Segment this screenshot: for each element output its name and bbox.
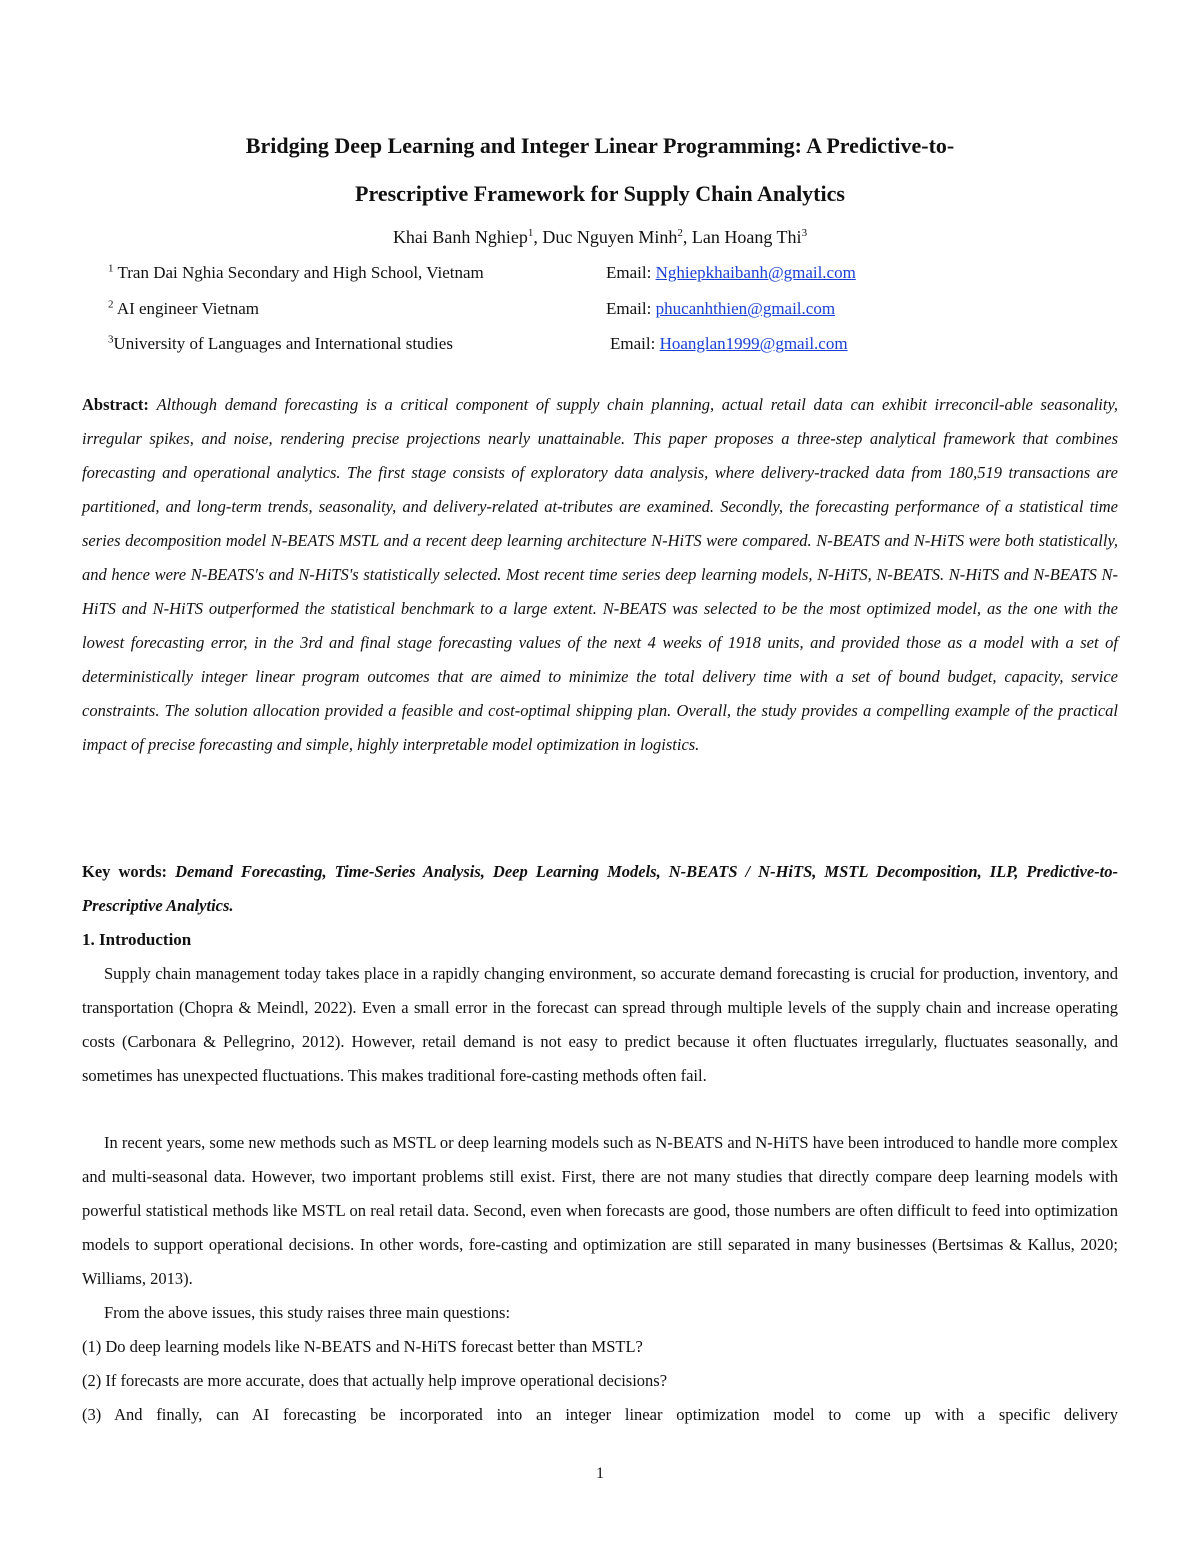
author-separator: , — [533, 227, 543, 247]
email-label: Email: — [606, 263, 656, 282]
email-link[interactable]: phucanhthien@gmail.com — [655, 299, 836, 318]
affiliation-mark: 3 — [108, 333, 114, 346]
affiliation-email — [606, 259, 856, 287]
affiliation-mark: 2 — [108, 298, 114, 311]
email-link[interactable]: Nghiepkhaibanh@gmail.com — [655, 263, 856, 282]
author-list — [100, 222, 1100, 252]
page-number: 1 — [596, 1465, 604, 1482]
affiliation-3 — [108, 330, 1008, 358]
keywords-text: Demand Forecasting, Time-Series Analysis, Deep Learning Models, N-BEATS / N-HiTS, MSTL Decomposition, ILP, Predictive-to-Prescriptive Analytics. — [82, 862, 1118, 915]
affiliation-name — [108, 330, 453, 358]
email-link[interactable]: Hoanglan1999@gmail.com — [659, 334, 848, 353]
abstract-label: Abstract: — [82, 395, 149, 414]
affiliation-1 — [108, 259, 1008, 287]
author-name: Lan Hoang Thi — [691, 227, 802, 247]
affiliation-text: Tran Dai Nghia Secondary and High School, Vietnam — [117, 263, 484, 282]
author-separator: , — [682, 227, 692, 247]
abstract — [82, 388, 1118, 762]
affiliation-text: AI engineer Vietnam — [116, 299, 259, 318]
keywords — [82, 855, 1118, 923]
intro-paragraph-1: Supply chain management today takes place in a rapidly changing environment, so accurate demand forecasting is crucial for production, inventory, and transportation (Chopra & Meindl, 2022). Even a small error in the forecast can spread through multiple levels of the supply chain and increase operating costs (Carbonara & Pellegrino, 2012). However, retail demand is not easy to predict because it often fluctuates irregularly, fluctuates seasonally, and sometimes has unexpected fluctuations. This makes traditional fore-casting methods often fail. — [82, 964, 1118, 1085]
author-affiliation-mark: 1 — [527, 227, 534, 239]
affiliation-name — [108, 259, 484, 287]
research-question-1: (1) Do deep learning models like N-BEATS and N-HiTS forecast better than MSTL? — [82, 1337, 643, 1356]
keywords-label: Key words: — [82, 862, 168, 881]
affiliation-email — [606, 295, 835, 323]
author-name: Khai Banh Nghiep — [392, 227, 528, 247]
author-name: Duc Nguyen Minh — [542, 227, 678, 247]
affiliation-2 — [108, 295, 1008, 323]
intro-paragraph-3: From the above issues, this study raises three main questions: — [104, 1303, 511, 1322]
author-affiliation-mark: 3 — [801, 227, 808, 239]
affiliation-text: University of Languages and International studies — [113, 334, 453, 353]
abstract-text: Although demand forecasting is a critical component of supply chain planning, actual retail data can exhibit irreconcil-able seasonality, irregular spikes, and noise, rendering precise projections nearly unattainable. This paper proposes a three-step analytical framework that combines forecasting and operational analytics. The first stage consists of exploratory data analysis, where delivery-tracked data from 180,519 transactions are partitioned, and long-term trends, seasonality, and delivery-related at-tributes are examined. Secondly, the forecasting performance of a statistical time series decomposition model N-BEATS MSTL and a recent deep learning architecture N-HiTS were compared. N-BEATS and N-HiTS were both statistically, and hence were N-BEATS's and N-HiTS's statistically selected. Most recent time series deep learning models, N-HiTS, N-BEATS. N-HiTS and N-BEATS N-HiTS and N-HiTS outperformed the statistical benchmark to a large extent. N-BEATS was selected to be the most optimized model, as the one with the lowest forecasting error, in the 3rd and final stage forecasting values of the next 4 weeks of 1918 units, and provided those as a model with a set of deterministically integer linear program outcomes that are aimed to minimize the total delivery time with a set of bound budget, capacity, service constraints. The solution allocation provided a feasible and cost-optimal shipping plan. Overall, the study provides a compelling example of the practical impact of precise forecasting and simple, highly interpretable model optimization in logistics. — [82, 395, 1118, 754]
section-heading-introduction: 1. Introduction — [82, 930, 192, 949]
affiliation-email — [610, 330, 848, 358]
paper-title-line-2: Prescriptive Framework for Supply Chain Analytics — [355, 181, 845, 206]
intro-paragraph-2: In recent years, some new methods such as MSTL or deep learning models such as N-BEATS and N-HiTS have been introduced to handle more complex and multi-seasonal data. However, two important problems still exist. First, there are not many studies that directly compare deep learning models with powerful statistical methods like MSTL on real retail data. Second, even when forecasts are good, those numbers are often difficult to feed into optimization models to support operational decisions. In other words, fore-casting and optimization are still separated in many businesses (Bertsimas & Kallus, 2020; Williams, 2013). — [82, 1133, 1118, 1288]
paper-title-line-1: Bridging Deep Learning and Integer Linear Programming: A Predictive-to- — [245, 133, 955, 158]
email-label: Email: — [610, 334, 660, 353]
affiliation-mark: 1 — [108, 262, 114, 275]
author-affiliation-mark: 2 — [677, 227, 683, 239]
email-label: Email: — [606, 299, 656, 318]
affiliation-name — [108, 295, 259, 323]
research-question-3: (3) And finally, can AI forecasting be incorporated into an integer linear optimization model to come up with a specific delivery — [82, 1405, 1118, 1424]
research-question-2: (2) If forecasts are more accurate, does that actually help improve operational decisions? — [82, 1371, 668, 1390]
